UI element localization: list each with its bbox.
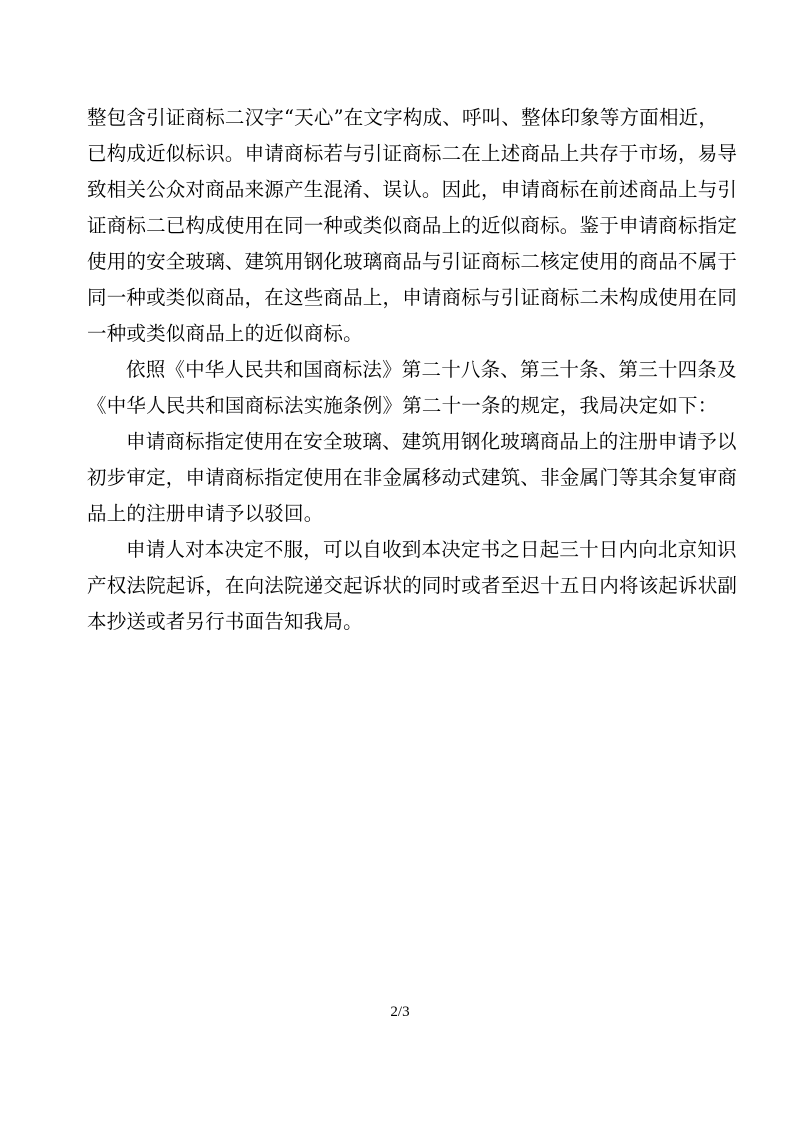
document-body <box>87 100 738 640</box>
text-line: 申请人对本决定不服，可以自收到本决定书之日起三十日内向北京知识 <box>126 538 737 561</box>
text-line: 一种或类似商品上的近似商标。 <box>87 322 363 345</box>
text-line: 本抄送或者另行书面告知我局。 <box>87 610 363 633</box>
text-line: 已构成近似标识。申请商标若与引证商标二在上述商品上共存于市场，易导 <box>87 142 738 165</box>
paragraph-4 <box>87 532 738 640</box>
text-line: 初步审定，申请商标指定使用在非金属移动式建筑、非金属门等其余复审商 <box>87 466 738 489</box>
text-line: 整包含引证商标二汉字“天心”在文字构成、呼叫、整体印象等方面相近， <box>87 106 719 129</box>
text-line: 产权法院起诉，在向法院递交起诉状的同时或者至迟十五日内将该起诉状副 <box>87 574 738 597</box>
paragraph-2 <box>87 352 737 424</box>
text-line: 申请商标指定使用在安全玻璃、建筑用钢化玻璃商品上的注册申请予以 <box>126 430 737 453</box>
paragraph-3 <box>87 424 738 532</box>
text-line: 《中华人民共和国商标法实施条例》第二十一条的规定，我局决定如下： <box>87 394 718 417</box>
paragraph-1 <box>87 100 738 352</box>
text-line: 同一种或类似商品，在这些商品上，申请商标与引证商标二未构成使用在同 <box>87 286 738 309</box>
text-line: 依照《中华人民共和国商标法》第二十八条、第三十条、第三十四条及 <box>126 358 737 381</box>
text-line: 品上的注册申请予以驳回。 <box>87 502 324 525</box>
text-line: 致相关公众对商品来源产生混淆、误认。因此，申请商标在前述商品上与引 <box>87 178 738 201</box>
page-number: 2/3 <box>390 1004 410 1020</box>
text-line: 证商标二已构成使用在同一种或类似商品上的近似商标。鉴于申请商标指定 <box>87 214 738 237</box>
text-line: 使用的安全玻璃、建筑用钢化玻璃商品与引证商标二核定使用的商品不属于 <box>87 250 738 273</box>
